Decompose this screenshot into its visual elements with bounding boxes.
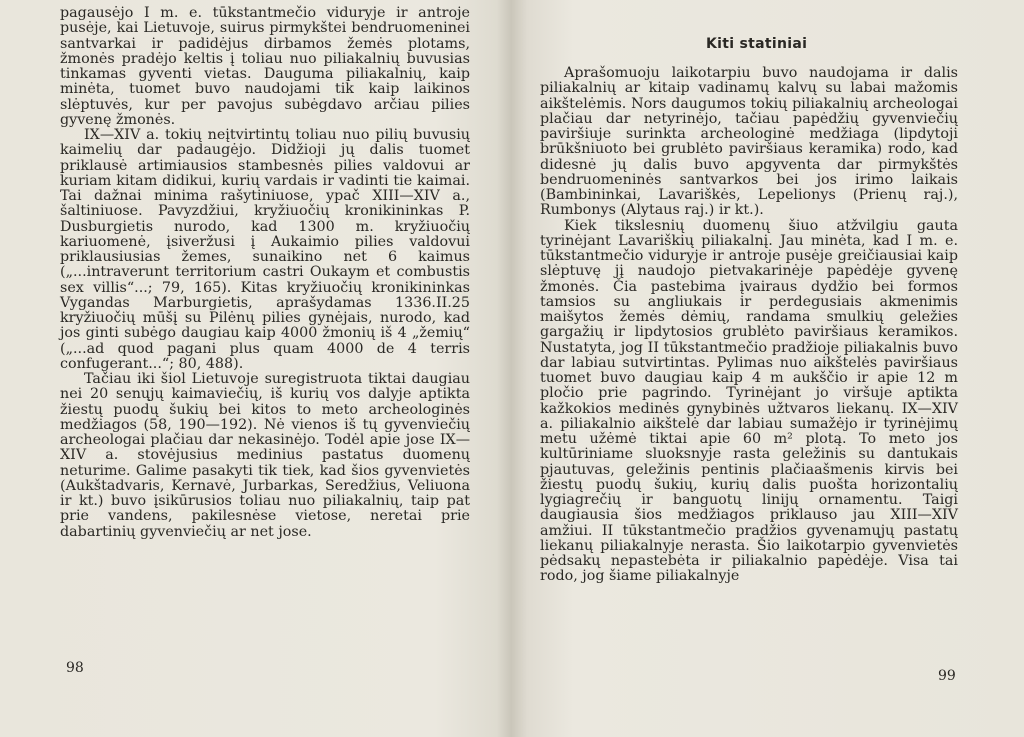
left-page-number: 98 [66, 660, 84, 676]
right-page [512, 0, 1024, 737]
left-paragraph-2: IX—XIV a. tokių neįtvirtintų toliau nuo pilių buvusių kaimelių dar padaugėjo. Didžioji jų dalis tuomet priklausė artimiausios stambesnės pilies valdovui ar kuriam kitam didikui, kurių vardais ir vadinti tie kaimai. Tai dažnai minima rašytiniuose, ypač XIII—XIV a., šaltiniuose. Pavyzdžiui, kryžiuočių kronikininkas P. Dusburgietis nurodo, kad 1300 m. kryžiuočių kariuomenė, įsiveržusi į Aukaimio pilies valdovui priklausiusias žemes, sunaikino net 6 kaimus („...intraverunt territorium castri Oukaym et combustis sex villis“...; 79, 165). Kitas kryžiuočių kronikininkas Vygandas Marburgietis, aprašydamas 1336.II.25 kryžiuočių mūšį su Pilėnų pilies gynėjais, nurodo, kad jos ginti subėgo daugiau kaip 4000 žmonių iš 4 „žemių“ („...ad quod pagani plus quam 4000 de 4 terris confugerant...“; 80, 488). [60, 127, 470, 372]
left-paragraph-3: Tačiau iki šiol Lietuvoje suregistruota tiktai daugiau nei 20 senųjų kaimaviečių, iš kurių vos dalyje aptikta žiestų puodų šukių bei kitos to meto archeologinės medžiagos (58, 190—192). Nė vienos iš tų gyvenviečių archeologai plačiau dar nekasinėjo. Todėl apie jose IX—XIV a. stovėjusius medinius pastatus duomenų neturime. Galime pasakyti tik tiek, kad šios gyvenvietės (Aukštadvaris, Kernavė, Jurbarkas, Seredžius, Veliuona ir kt.) buvo įsikūrusios toliau nuo piliakalnių, taip pat prie vandens, pakilesnėse vietose, neretai prie dabartinių gyvenviečių ar net jose. [60, 371, 470, 540]
right-paragraph-2: Kiek tikslesnių duomenų šiuo atžvilgiu gauta tyrinėjant Lavariškių piliakalnį. Jau minėta, kad I m. e. tūkstantmečio viduryje ir antroje pusėje greičiausiai kaip slėptuvę jį naudojo pietvakarinėje papėdėje gyvenę žmonės. Čia pastebima įvairaus dydžio bei formos tamsios su angliukais ir perdegusiais akmenimis maišytos žemės dėmių, randama smulkių geležies gargažių ir lipdytosios grublėto paviršiaus keramikos. Nustatyta, jog II tūkstantmečio pradžioje piliakalnis buvo dar labiau sutvirtintas. Pylimas nuo aikštelės paviršiaus tuomet buvo daugiau kaip 4 m aukščio ir apie 12 m pločio prie pagrindo. Tyrinėjant jo viršuje aptikta kažkokios medinės gynybinės užtvaros liekanų. IX—XIV a. piliakalnio aikštelė dar labiau sumažėjo ir tyrinėjimų metu užėmė tiktai apie 60 m² plotą. To meto jos kultūriniame sluoksnyje rasta geležinis su dantukais pjautuvas, geležinis pentinis plačiaašmenis kirvis bei žiestų puodų šukių, kurių dalis puošta horizontalių lygiagrečių ir banguotų linijų ornamentu. Taigi daugiausia šios medžiagos priklauso jau XIII—XIV amžiui. II tūkstantmečio pradžios gyvenamųjų pastatų liekanų piliakalnyje nerasta. Šio laikotarpio gyvenvietės pėdsakų nepastebėta ir piliakalnio papėdėje. Visa tai rodo, jog šiame piliakalnyje [540, 217, 958, 585]
left-paragraph-1: pagausėjo I m. e. tūkstantmečio viduryje ir antroje pusėje, kai Lietuvoje, suirus pirmykštei bendruomeninei santvarkai ir padidėjus dirbamos žemės plotams, žmonės pradėjo keltis į toliau nuo piliakalnių buvusias tinkamas gyventi vietas. Dauguma piliakalnių, kaip minėta, tuomet buvo naudojami tik kaip laikinos slėptuvės, kur per pavojus subėgdavo arčiau pilies gyvenę žmonės. [60, 5, 470, 128]
left-page-text [60, 6, 470, 540]
right-paragraph-1: Aprašomuoju laikotarpiu buvo naudojama ir dalis piliakalnių ar kitaip vadinamų kalvų su labai mažomis aikštelėmis. Nors daugumos tokių piliakalnių archeologai plačiau dar netyrinėjo, tačiau papėdžių gyvenviečių paviršiuje surinkta archeologinė medžiaga (lipdytoji brūkšniuoto bei grublėto paviršiaus keramika) rodo, kad didesnė jų dalis buvo apgyventa dar pirmykštės bendruomeninės santvarkos bei jos irimo laikais (Bambininkai, Lavariškės, Lepelionys (Prienų raj.), Rumbonys (Alytaus raj.) ir kt.). [540, 65, 958, 219]
right-page-number: 99 [938, 668, 956, 684]
running-header: Kiti statiniai [706, 36, 808, 52]
